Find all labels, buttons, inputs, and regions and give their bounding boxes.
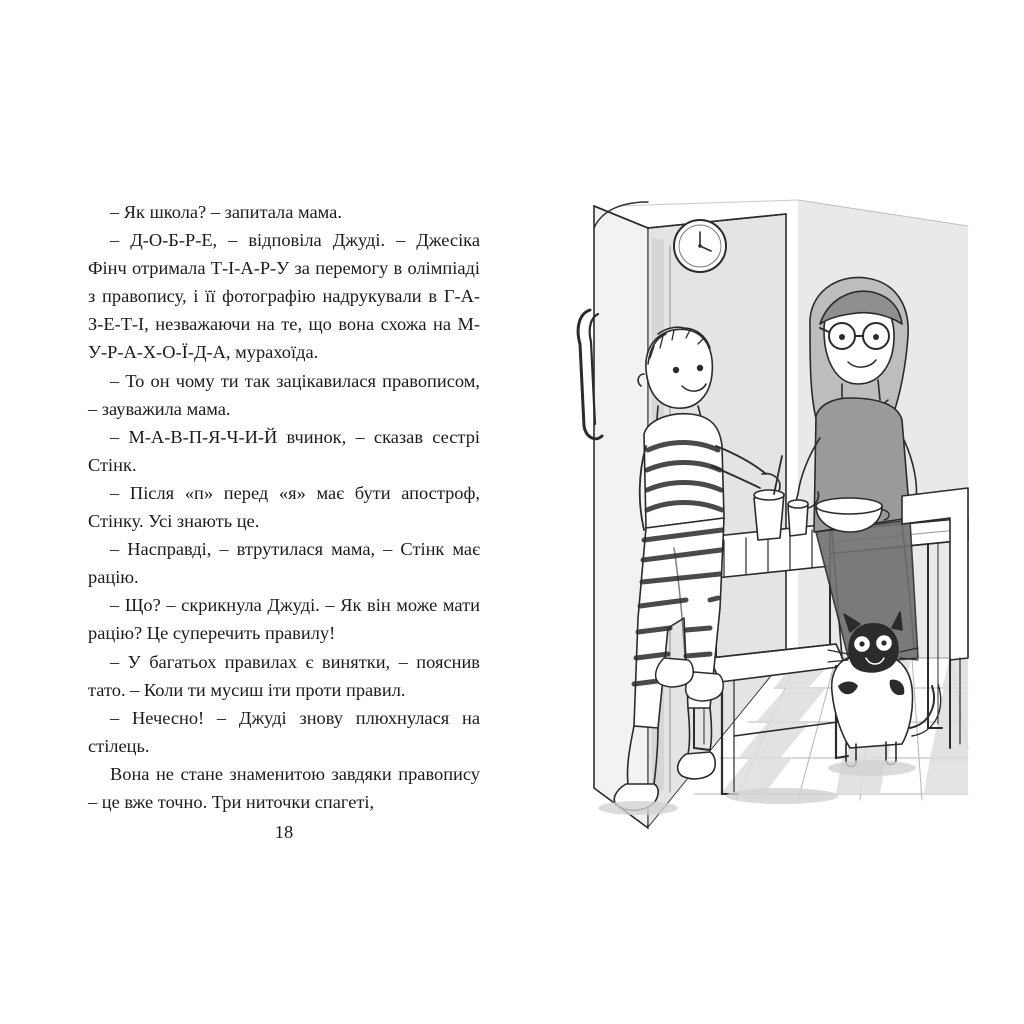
paragraph: – То он чому ти так зацікавилася правописом, – зауважила мама. [88, 370, 480, 419]
paragraph: – М-А-В-П-Я-Ч-И-Й вчинок, – сказав сестрі Стінк. [88, 426, 480, 475]
page-number: 18 [274, 822, 294, 842]
illustration-svg [498, 188, 1002, 860]
cup [788, 500, 808, 536]
paragraph: – Після «п» перед «я» має бути апостроф, Стінку. Усі знають це. [88, 482, 480, 532]
wall-clock [674, 220, 726, 272]
paragraph: – Нечесно! – Джуді знову плюхнулася на стілець. [88, 707, 480, 756]
paragraph: – Д-О-Б-Р-Е, – відповіла Джуді. – Джесіка Фінч отримала Т-І-А-Р-У за перемогу в олімпіаді з правопису, і її фотографію надрукували в Г-А-З-Е-Т-І, незважаючи на те, що вона схожа на М-У-Р-А-Х-О-Ї-Д-А, мурахоїда. [88, 230, 480, 363]
paragraph: Вона не стане знаменитою завдяки правопису – це вже точно. Три ниточки спагеті, [88, 763, 480, 812]
paragraph: – Що? – скрикнула Джуді. – Як він може мати рацію? Це суперечить правилу! [88, 595, 480, 644]
chapter-illustration [498, 188, 1002, 860]
body-text-column [88, 198, 480, 816]
paragraph: – Як школа? – запитала мама. [110, 202, 342, 222]
paragraph: – У багатьох правилах є винятки, – пояснив тато. – Коли ти мусиш іти проти правил. [88, 651, 480, 700]
paragraph: – Насправді, – втрутилася мама, – Стінк має рацію. [88, 539, 480, 588]
